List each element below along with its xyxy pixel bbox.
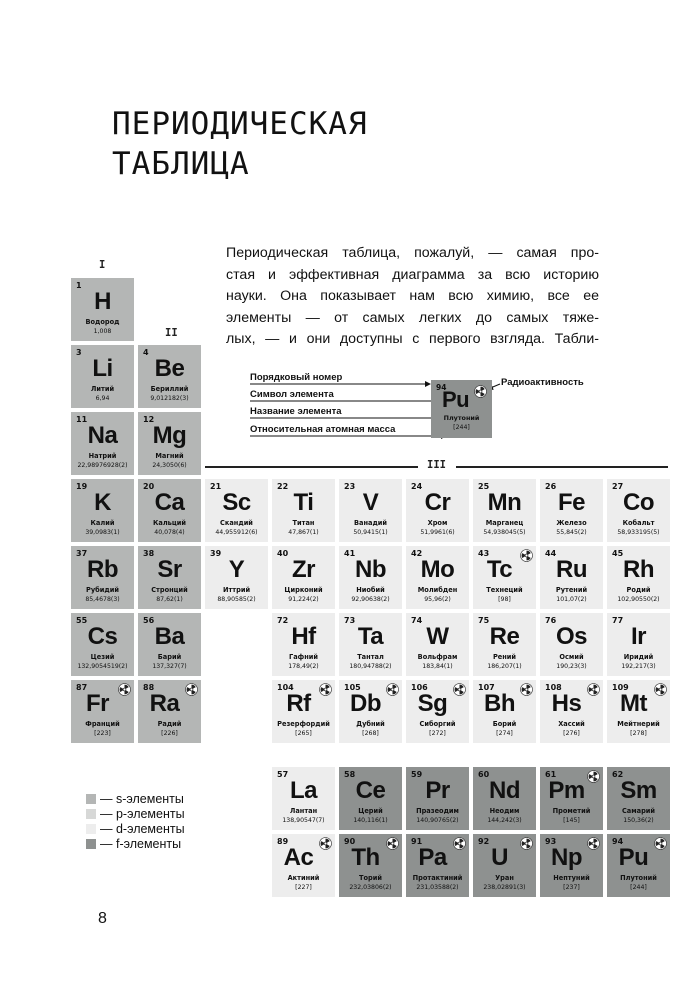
element-mass: [226] [161,730,178,737]
radiation-icon [654,837,667,850]
element-mass: 40,078(4) [154,529,185,536]
element-name: Вольфрам [417,653,458,661]
element-name: Кобальт [622,519,655,527]
element-mass: [227] [295,884,312,891]
element-number: 58 [344,770,356,779]
key-label-mass: Относительная атомная масса [250,424,396,435]
element-cell-li [71,345,134,408]
element-number: 93 [545,837,557,846]
element-symbol: H [94,288,111,315]
element-symbol: Sr [157,556,182,583]
element-symbol: Pr [425,777,450,804]
title-line-1: ПЕРИОДИЧЕСКАЯ [112,106,368,142]
element-name: Цирконий [284,586,323,594]
element-name: Церий [358,807,383,815]
element-number: 94 [612,837,624,846]
element-symbol: Co [623,489,654,516]
element-name: Технеций [486,586,523,594]
element-name: Кальций [153,519,186,527]
element-number: 61 [545,770,557,779]
element-number: 45 [612,549,624,558]
element-mass: 137,327(7) [152,663,187,670]
element-mass: 51,9961(6) [420,529,455,536]
element-symbol: Pu [618,844,649,871]
element-number: 40 [277,549,289,558]
element-number: 1 [76,281,82,290]
element-mass: 178,49(2) [288,663,319,670]
element-symbol: Rf [286,690,311,717]
element-cell-sg [406,680,469,743]
legend-item-s [86,792,184,807]
element-mass: [276] [563,730,580,737]
element-number: 24 [411,482,423,491]
page-number: 8 [98,910,107,927]
element-number: 12 [143,415,155,424]
legend-swatch [86,794,96,804]
element-symbol: Na [87,422,118,449]
element-cell-rf [272,680,335,743]
element-symbol: Fe [557,489,585,516]
element-symbol: Ti [293,489,314,516]
legend-label: — p-элементы [100,807,185,821]
intro-line: элементы — от самых легких до самых тяже- [226,309,599,326]
element-name: Рений [492,653,517,661]
element-mass: [237] [563,884,580,891]
element-symbol: Re [489,623,520,650]
element-name: Иридий [623,653,654,661]
element-symbol: Db [350,690,381,717]
legend-swatch [86,839,96,849]
element-symbol: Zr [292,556,315,583]
element-cell-hs [540,680,603,743]
element-mass: 1,008 [93,328,112,335]
element-cell-ra [138,680,201,743]
element-number: 23 [344,482,356,491]
element-symbol: Pm [548,777,585,804]
element-cell-bh [473,680,536,743]
element-symbol: Ca [154,489,185,516]
element-name: Франций [85,720,120,728]
element-cell-fe [540,479,603,542]
element-name: Литий [90,385,115,393]
element-number: 22 [277,482,289,491]
element-mass: 22,98976928(2) [77,462,128,469]
element-name: Скандий [220,519,253,527]
element-number: 73 [344,616,356,625]
element-cell-th [339,834,402,897]
element-symbol: La [289,777,317,804]
element-cell-na [71,412,134,475]
legend-item-f [86,837,181,852]
element-name: Рубидий [86,586,119,594]
element-cell-mo [406,546,469,609]
element-cell-mn [473,479,536,542]
element-number: 91 [411,837,423,846]
element-name: Иттрий [222,586,251,594]
element-name: Борий [492,720,517,728]
element-number: 42 [411,549,423,558]
element-symbol: Rh [623,556,654,583]
element-symbol: Rb [87,556,118,583]
element-name: Водород [85,318,120,326]
element-symbol: Pa [418,844,447,871]
element-cell-w [406,613,469,676]
element-cell-be [138,345,201,408]
element-cell-zr [272,546,335,609]
element-mass: [244] [630,884,647,891]
intro-line: лых, — и они доступны с первого взгляда. Табли- [226,331,599,347]
element-symbol: Ac [283,844,314,871]
radiation-icon [520,549,533,562]
element-name: Молибден [417,586,458,594]
element-cell-mg [138,412,201,475]
element-symbol: Cs [87,623,118,650]
key-element-cell [431,380,492,438]
element-name: Сиборгий [419,720,456,728]
element-name: Хассий [558,720,585,728]
element-symbol: Mg [152,422,187,449]
element-mass: 132,9054519(2) [77,663,128,670]
key-label-name: Название элемента [250,406,342,417]
element-mass: [274] [496,730,513,737]
element-cell-db [339,680,402,743]
element-name: Стронций [151,586,188,594]
legend-item-d [86,822,185,837]
element-number: 74 [411,616,423,625]
element-number: 44 [545,549,557,558]
intro-line: Периодическая таблица, пожалуй, — самая про- [226,245,599,261]
element-mass: [265] [295,730,312,737]
element-symbol: Be [154,355,185,382]
element-name: Лантан [289,807,318,815]
element-cell-ce [339,767,402,830]
key-cell-number: 94 [436,383,447,392]
element-mass: 47,867(1) [288,529,319,536]
legend-label: — s-элементы [100,792,184,806]
element-name: Ниобий [356,586,385,594]
element-symbol: Mt [620,690,647,717]
element-name: Плутоний [620,874,657,882]
key-label-symbol: Символ элемента [250,389,334,400]
element-number: 92 [478,837,490,846]
legend-label: — f-элементы [100,837,182,851]
element-name: Хром [427,519,448,527]
element-cell-ti [272,479,335,542]
element-name: Магний [155,452,184,460]
element-mass: 85,4678(3) [85,596,120,603]
element-cell-ru [540,546,603,609]
element-number: 38 [143,549,155,558]
element-symbol: Ce [355,777,386,804]
element-cell-fr [71,680,134,743]
element-symbol: Nd [489,777,520,804]
element-number: 25 [478,482,490,491]
element-number: 3 [76,348,82,357]
element-mass: 24,3050(6) [152,462,187,469]
element-symbol: Bh [484,690,515,717]
element-symbol: W [426,623,449,650]
element-mass: 190,23(3) [556,663,587,670]
element-mass: 102,90550(2) [617,596,660,603]
element-name: Актиний [287,874,320,882]
element-number: 39 [210,549,222,558]
element-cell-pr [406,767,469,830]
element-name: Гафний [289,653,318,661]
group-label-1: I [99,259,106,271]
element-cell-os [540,613,603,676]
element-name: Натрий [88,452,117,460]
radiation-icon [185,683,198,696]
element-cell-mt [607,680,670,743]
element-name: Титан [292,519,315,527]
element-cell-sr [138,546,201,609]
element-number: 43 [478,549,490,558]
element-symbol: V [362,489,379,516]
element-symbol: Li [92,355,113,382]
element-name: Бериллий [150,385,189,393]
element-cell-sc [205,479,268,542]
element-name: Ванадий [353,519,388,527]
element-mass: 101,07(2) [556,596,587,603]
element-name: Рутений [555,586,588,594]
element-number: 89 [277,837,289,846]
element-number: 57 [277,770,289,779]
group-label-3: III [427,459,446,471]
element-symbol: Ru [556,556,587,583]
element-mass: 87,62(1) [156,596,183,603]
element-cell-la [272,767,335,830]
element-mass: 140,90765(2) [416,817,459,824]
intro-line: стая и эффективная диаграмма за всю историю [226,266,599,283]
element-mass: [145] [563,817,580,824]
element-mass: 50,9415(1) [353,529,388,536]
element-number: 27 [612,482,624,491]
element-number: 106 [411,683,428,692]
element-number: 19 [76,482,88,491]
element-name: Барий [157,653,182,661]
element-cell-pa [406,834,469,897]
element-number: 90 [344,837,356,846]
element-cell-cs [71,613,134,676]
element-mass: [272] [429,730,446,737]
element-number: 59 [411,770,423,779]
element-mass: 44,955912(6) [215,529,258,536]
element-symbol: Mn [487,489,522,516]
element-cell-u [473,834,536,897]
element-mass: 186,207(1) [487,663,522,670]
legend-swatch [86,824,96,834]
element-number: 88 [143,683,155,692]
element-mass: 91,224(2) [288,596,319,603]
element-name: Протактиний [412,874,463,882]
element-cell-h [71,278,134,341]
element-number: 11 [76,415,88,424]
element-cell-sm [607,767,670,830]
element-mass: 58,933195(5) [617,529,660,536]
element-cell-ca [138,479,201,542]
element-number: 62 [612,770,624,779]
element-cell-np [540,834,603,897]
element-symbol: Cr [424,489,451,516]
element-symbol: Hf [291,623,316,650]
element-number: 109 [612,683,629,692]
element-mass: 150,36(2) [623,817,654,824]
intro-line: науки. Она показывает нам всю химию, все ее [226,288,599,304]
element-number: 75 [478,616,490,625]
element-name: Прометий [552,807,591,815]
element-cell-ir [607,613,670,676]
element-mass: 95,96(2) [424,596,451,603]
element-symbol: Sg [417,690,448,717]
element-symbol: Tc [486,556,513,583]
radiation-icon [587,770,600,783]
element-name: Резерфордий [277,720,330,728]
element-symbol: Sc [222,489,251,516]
element-cell-rb [71,546,134,609]
element-name: Нептуний [553,874,590,882]
element-symbol: Y [228,556,245,583]
element-mass: 9,012182(3) [150,395,189,402]
element-name: Родий [626,586,651,594]
element-name: Марганец [485,519,524,527]
element-mass: 144,242(3) [487,817,522,824]
element-mass: [98] [498,596,511,603]
radiation-icon [474,385,487,398]
element-mass: 138,90547(7) [282,817,325,824]
element-number: 26 [545,482,557,491]
element-symbol: Hs [551,690,582,717]
element-mass: 92,90638(2) [351,596,390,603]
element-number: 60 [478,770,490,779]
group-label-2: II [165,327,178,339]
key-label-number: Порядковый номер [250,372,343,383]
element-number: 105 [344,683,361,692]
element-name: Самарий [621,807,656,815]
element-mass: [223] [94,730,111,737]
element-mass: [278] [630,730,647,737]
element-mass: [268] [362,730,379,737]
element-number: 20 [143,482,155,491]
element-cell-pu [607,834,670,897]
element-cell-nb [339,546,402,609]
element-mass: 140,116(1) [353,817,388,824]
legend-swatch [86,809,96,819]
element-cell-v [339,479,402,542]
element-name: Цезий [90,653,115,661]
element-mass: 231,03588(2) [416,884,459,891]
element-number: 55 [76,616,88,625]
key-cell-name: Плутоний [443,414,480,422]
key-cell-mass: [244] [453,424,470,431]
element-cell-k [71,479,134,542]
radiation-icon [654,683,667,696]
element-number: 41 [344,549,356,558]
element-symbol: U [491,844,508,871]
element-number: 56 [143,616,155,625]
element-number: 76 [545,616,557,625]
element-symbol: K [94,489,111,516]
element-symbol: Ra [149,690,180,717]
element-symbol: Ir [630,623,646,650]
title-line-2: ТАБЛИЦА [112,146,250,182]
element-symbol: Mo [420,556,455,583]
element-mass: 88,90585(2) [217,596,256,603]
element-number: 107 [478,683,495,692]
element-name: Дубний [356,720,385,728]
element-mass: 238,02891(3) [483,884,526,891]
element-mass: 180,94788(2) [349,663,392,670]
element-cell-tc [473,546,536,609]
element-mass: 39,0983(1) [85,529,120,536]
element-name: Осмий [559,653,584,661]
element-name: Железо [556,519,587,527]
element-cell-ac [272,834,335,897]
element-name: Торий [359,874,382,882]
element-symbol: Os [555,623,587,650]
element-cell-rh [607,546,670,609]
element-cell-hf [272,613,335,676]
key-cell-symbol: Pu [441,387,470,412]
element-name: Неодим [489,807,520,815]
element-cell-re [473,613,536,676]
element-number: 87 [76,683,88,692]
element-cell-ba [138,613,201,676]
element-number: 37 [76,549,88,558]
element-mass: 6,94 [95,395,110,402]
element-mass: 54,938045(5) [483,529,526,536]
element-cell-y [205,546,268,609]
element-number: 72 [277,616,289,625]
element-symbol: Nb [355,556,386,583]
element-name: Уран [495,874,514,882]
element-number: 4 [143,348,149,357]
element-cell-pm [540,767,603,830]
element-symbol: Np [551,844,582,871]
element-symbol: Ta [357,623,384,650]
element-name: Радий [157,720,182,728]
element-mass: 232,03806(2) [349,884,392,891]
element-cell-nd [473,767,536,830]
element-mass: 55,845(2) [556,529,587,536]
element-number: 108 [545,683,562,692]
element-cell-ta [339,613,402,676]
element-name: Празеодим [416,807,459,815]
element-number: 21 [210,482,222,491]
legend-item-p [86,807,185,822]
element-symbol: Sm [620,777,657,804]
legend-label: — d-элементы [100,822,185,836]
element-name: Тантал [357,653,384,661]
element-number: 104 [277,683,294,692]
element-symbol: Fr [86,690,109,717]
element-cell-cr [406,479,469,542]
element-mass: 183,84(1) [422,663,453,670]
element-number: 77 [612,616,624,625]
key-label-radio: Радиоактивность [501,377,584,388]
element-symbol: Ba [154,623,185,650]
element-name: Калий [90,519,115,527]
element-cell-co [607,479,670,542]
element-name: Мейтнерий [617,720,660,728]
element-mass: 192,217(3) [621,663,656,670]
element-symbol: Th [351,844,380,871]
